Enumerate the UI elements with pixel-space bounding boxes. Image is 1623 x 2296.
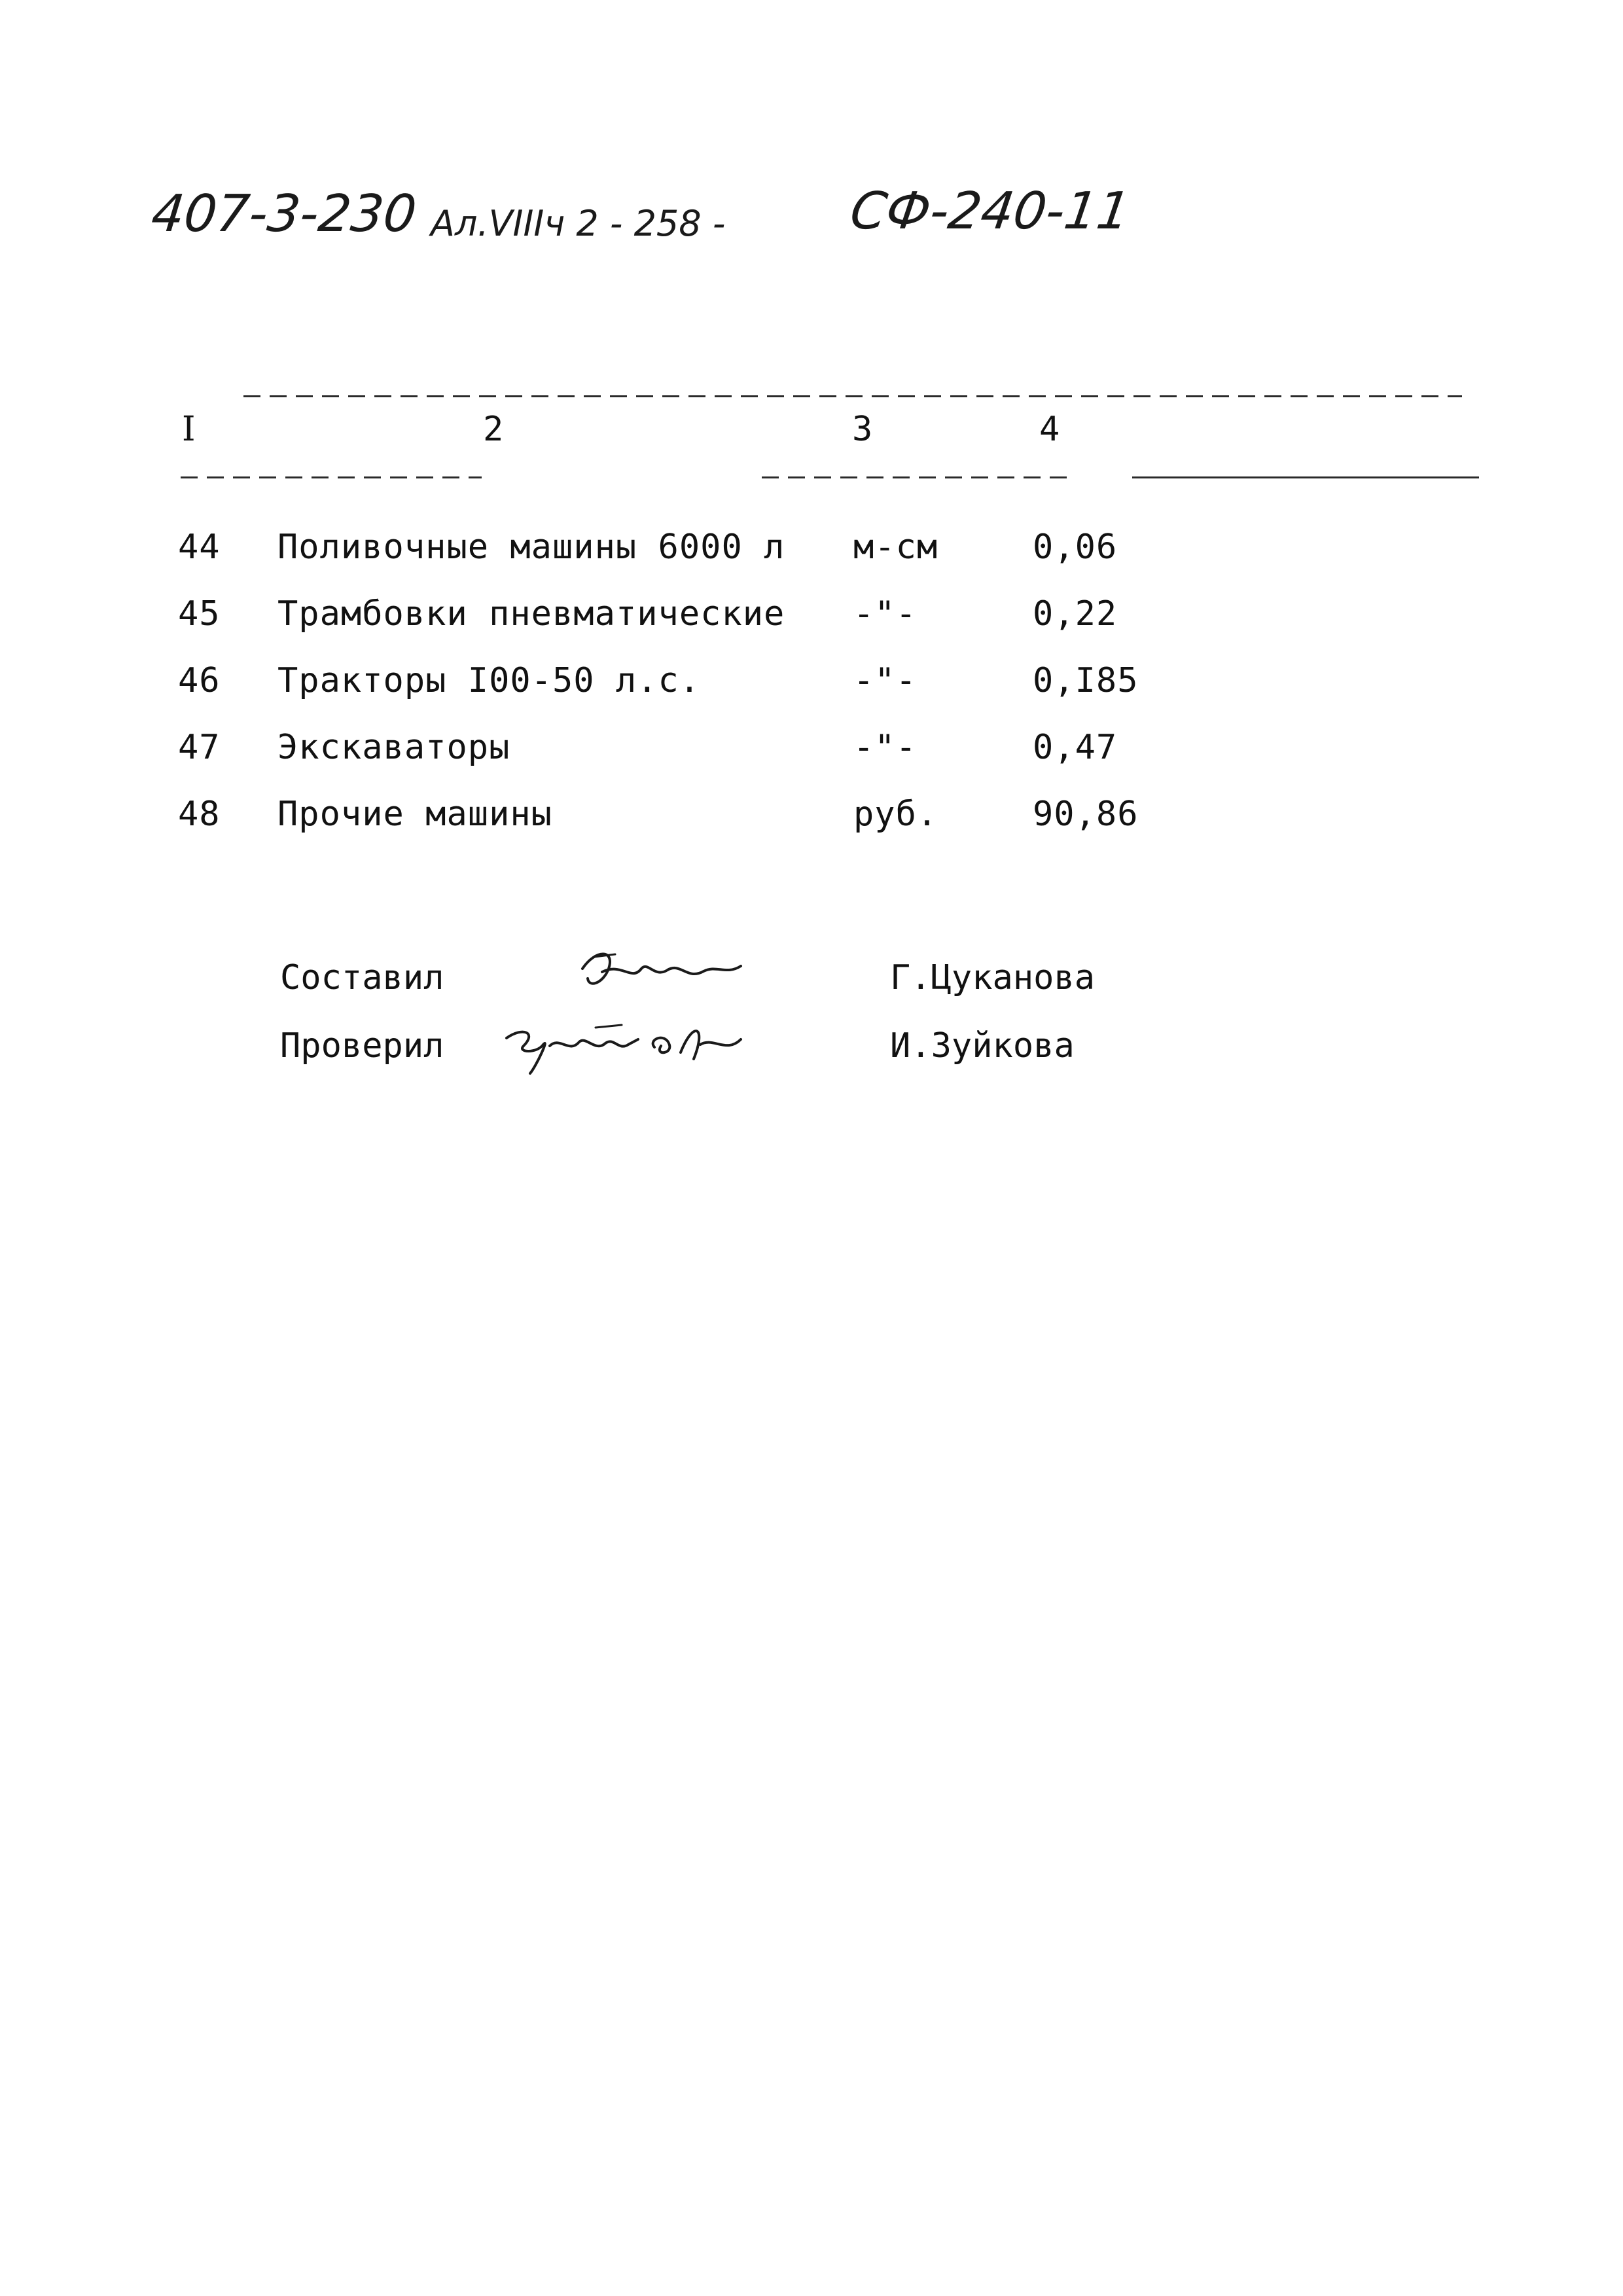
row-number: 46 — [178, 661, 221, 700]
column-header-3: 3 — [852, 410, 873, 449]
table-header-rule — [1132, 476, 1479, 478]
table-top-rule — [243, 395, 1462, 397]
checker-name: И.Зуйкова — [890, 1026, 1075, 1066]
row-value: 0,47 — [1033, 728, 1118, 767]
row-name: Трамбовки пневматические — [277, 594, 785, 634]
row-unit: -"- — [853, 661, 917, 700]
document-code: 407-3-230 — [149, 185, 419, 243]
table-header-rule — [181, 476, 482, 478]
signature-compiler-icon — [569, 942, 746, 995]
checked-by-label: Проверил — [280, 1026, 444, 1066]
compiled-by-label: Составил — [280, 958, 444, 997]
row-value: 0,I85 — [1033, 661, 1139, 700]
row-unit: руб. — [853, 795, 938, 834]
row-name: Прочие машины — [277, 795, 552, 834]
table-header-rule — [762, 476, 1069, 478]
row-number: 47 — [178, 728, 221, 767]
sheet-reference: Ал.VIIIч 2 - 258 - — [431, 203, 726, 244]
row-unit: -"- — [853, 728, 917, 767]
column-header-1: I — [182, 410, 196, 449]
row-value: 0,22 — [1033, 594, 1118, 634]
row-name: Тракторы I00-50 л.с. — [277, 661, 701, 700]
series-code: СФ-240-11 — [846, 182, 1134, 241]
row-name: Экскаваторы — [277, 728, 510, 767]
row-number: 45 — [178, 594, 221, 634]
row-value: 90,86 — [1033, 795, 1139, 834]
signature-checker-icon — [497, 1013, 746, 1079]
row-unit: -"- — [853, 594, 917, 634]
row-number: 44 — [178, 528, 221, 567]
column-header-2: 2 — [483, 410, 504, 449]
compiler-name: Г.Цуканова — [890, 958, 1096, 997]
column-header-4: 4 — [1039, 410, 1060, 449]
row-value: 0,06 — [1033, 528, 1118, 567]
row-name: Поливочные машины 6000 л — [277, 528, 785, 567]
row-number: 48 — [178, 795, 221, 834]
row-unit: м-см — [853, 528, 938, 567]
